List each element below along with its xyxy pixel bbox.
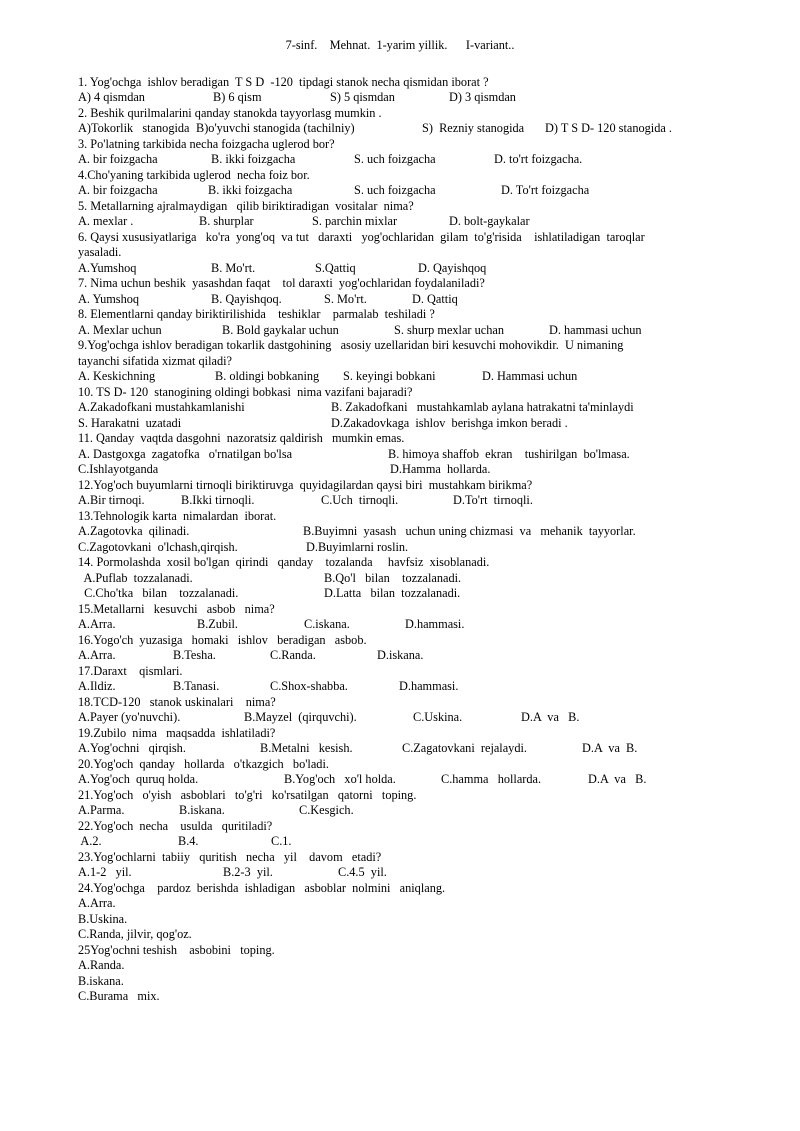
answer-option: S. Mo'rt.: [324, 292, 367, 306]
answer-option: S) 5 qismdan: [330, 90, 395, 104]
text-line: [78, 509, 738, 524]
answer-option: A.Zagotovka qilinadi.: [78, 524, 190, 538]
text-line: [78, 819, 738, 834]
answer-option: D. To'rt foizgacha: [501, 183, 590, 197]
answer-option: B.Ikki tirnoqli.: [181, 493, 255, 507]
line-text: 22.Yog'och necha usulda quritiladi?: [78, 819, 273, 833]
text-line: [78, 896, 738, 911]
answer-options-line: [78, 121, 738, 136]
answer-option: B. Mo'rt.: [211, 261, 256, 275]
answer-option: B. ikki foizgacha: [208, 183, 293, 197]
answer-option: A.Yumshoq: [78, 261, 137, 275]
answer-option: S. Harakatni uzatadi: [78, 416, 182, 430]
answer-option: B.Yog'och xo'l holda.: [284, 772, 396, 786]
answer-options-line: [78, 524, 738, 539]
answer-option: D) 3 qismdan: [449, 90, 516, 104]
answer-option: A. bir foizgacha: [78, 183, 158, 197]
line-text: 16.Yogo'ch yuzasiga homaki ishlov beradigan asbob.: [78, 633, 367, 647]
answer-option: D.A va B.: [521, 710, 580, 724]
answer-options-line: [78, 772, 738, 787]
answer-option: D. Hammasi uchun: [482, 369, 578, 383]
text-line: [78, 664, 738, 679]
answer-options-line: [78, 834, 738, 849]
answer-options-line: [78, 493, 738, 508]
answer-option: D.A va B.: [582, 741, 638, 755]
answer-options-line: [78, 416, 738, 431]
answer-option: D.hammasi.: [405, 617, 465, 631]
line-text: 7. Nima uchun beshik yasashdan faqat tol daraxti yog'ochlaridan foydalaniladi?: [78, 276, 485, 290]
answer-option: B. oldingi bobkaning: [215, 369, 320, 383]
answer-option: C.Ishlayotganda: [78, 462, 159, 476]
line-text: 18.TCD-120 stanok uskinalari nima?: [78, 695, 276, 709]
answer-option: D. to'rt foizgacha.: [494, 152, 583, 166]
answer-option: C.hamma hollarda.: [441, 772, 542, 786]
text-line: [78, 726, 738, 741]
text-line: [78, 106, 738, 121]
answer-option: B.Buyimni yasash uchun uning chizmasi va mehanik tayyorlar.: [303, 524, 636, 538]
answer-option: C.Shox-shabba.: [270, 679, 348, 693]
text-line: [78, 478, 738, 493]
line-text: 11. Qanday vaqtda dasgohni nazoratsiz qaldirish mumkin emas.: [78, 431, 405, 445]
answer-option: B.Tesha.: [173, 648, 216, 662]
line-text: 8. Elementlarni qanday biriktirilishida teshiklar parmalab teshiladi ?: [78, 307, 435, 321]
text-line: [78, 943, 738, 958]
line-text: 24.Yog'ochga pardoz berishda ishladigan asboblar nolmini aniqlang.: [78, 881, 446, 895]
text-line: [78, 199, 738, 214]
answer-option: C.Randa.: [270, 648, 316, 662]
answer-options-line: [78, 400, 738, 415]
answer-option: B.Metalni kesish.: [260, 741, 353, 755]
answer-option: S. uch foizgacha: [354, 183, 436, 197]
text-line: [78, 385, 738, 400]
answer-options-line: [78, 152, 738, 167]
line-text: 17.Daraxt qismlari.: [78, 664, 183, 678]
line-text: 13.Tehnologik karta nimalardan iborat.: [78, 509, 277, 523]
answer-option: D. hammasi uchun: [549, 323, 642, 337]
answer-option: C.4.5 yil.: [338, 865, 387, 879]
text-line: [78, 137, 738, 152]
text-line: [78, 230, 738, 245]
answer-option: D.A va B.: [588, 772, 647, 786]
line-text: 6. Qaysi xususiyatlariga ko'ra yong'oq va tut daraxti yog'ochlaridan gilam to'g'risida ishlatiladigan taroqlar: [78, 230, 645, 244]
line-text: 21.Yog'och o'yish asboblari to'g'ri ko'rsatilgan qatorni toping.: [78, 788, 417, 802]
line-text: 19.Zubilo nima maqsadda ishlatiladi?: [78, 726, 276, 740]
answer-option: D.Buyimlarni roslin.: [306, 540, 409, 554]
text-line: [78, 788, 738, 803]
answer-option: B. Qayishqoq.: [211, 292, 282, 306]
answer-option: A.Puflab tozzalanadi.: [78, 571, 193, 585]
answer-option: S.Qattiq: [315, 261, 356, 275]
line-text: 25Yog'ochni teshish asbobini toping.: [78, 943, 275, 957]
line-text: 3. Po'latning tarkibida necha foizgacha uglerod bor?: [78, 137, 335, 151]
answer-option: D) T S D- 120 stanogida .: [545, 121, 672, 135]
answer-option: D.To'rt tirnoqli.: [453, 493, 533, 507]
answer-options-line: [78, 679, 738, 694]
answer-option: D. Qattiq: [412, 292, 458, 306]
text-line: [78, 245, 738, 260]
answer-options-line: [78, 323, 738, 338]
text-line: [78, 989, 738, 1004]
answer-options-line: [78, 261, 738, 276]
answer-option: C.Zagotovkani o'lchash,qirqish.: [78, 540, 238, 554]
answer-option: B. ikki foizgacha: [211, 152, 296, 166]
text-line: [78, 338, 738, 353]
answer-options-line: [78, 462, 738, 477]
answer-option: B.4.: [178, 834, 199, 848]
text-line: [78, 633, 738, 648]
answer-options-line: [78, 617, 738, 632]
text-line: [78, 431, 738, 446]
line-text: 9.Yog'ochga ishlov beradigan tokarlik dastgohining asosiy uzellaridan biri kesuvchi mohovikdir. U nimaning: [78, 338, 624, 352]
answer-options-line: [78, 571, 738, 586]
answer-option: D.hammasi.: [399, 679, 459, 693]
answer-option: A. bir foizgacha: [78, 152, 158, 166]
answer-option: C.iskana.: [304, 617, 350, 631]
text-line: [78, 850, 738, 865]
line-text: 4.Cho'yaning tarkibida uglerod necha foiz bor.: [78, 168, 310, 182]
answer-option: A.Parma.: [78, 803, 125, 817]
answer-option: A)Tokorlik stanogida: [78, 121, 190, 135]
answer-option: A.Bir tirnoqi.: [78, 493, 145, 507]
answer-option: C.1.: [271, 834, 292, 848]
text-line: [78, 354, 738, 369]
answer-options-line: [78, 865, 738, 880]
answer-option: C.Cho'tka bilan tozzalanadi.: [78, 586, 239, 600]
answer-option: A. Keskichning: [78, 369, 156, 383]
line-text: 2. Beshik qurilmalarini qanday stanokda tayyorlasg mumkin .: [78, 106, 382, 120]
answer-options-line: [78, 447, 738, 462]
text-line: [78, 75, 738, 90]
line-text: 15.Metallarni kesuvchi asbob nima?: [78, 602, 275, 616]
answer-options-line: [78, 214, 738, 229]
answer-option: A.2.: [78, 834, 102, 848]
answer-options-line: [78, 741, 738, 756]
answer-option: B. Zakadofkani mustahkamlab aylana hatrakatni ta'minlaydi: [331, 400, 634, 414]
answer-option: D.Latta bilan tozzalanadi.: [324, 586, 461, 600]
text-line: [78, 168, 738, 183]
text-line: [78, 555, 738, 570]
line-text: 5. Metallarning ajralmaydigan qilib biriktiradigan vositalar nima?: [78, 199, 414, 213]
answer-option: D. bolt-gaykalar: [449, 214, 530, 228]
answer-option: D.Zakadovkaga ishlov berishga imkon beradi .: [331, 416, 568, 430]
answer-option: A. Mexlar uchun: [78, 323, 162, 337]
line-text: yasaladi.: [78, 245, 122, 259]
text-line: [78, 276, 738, 291]
answer-option: D.iskana.: [377, 648, 424, 662]
answer-option: A) 4 qismdan: [78, 90, 145, 104]
answer-options-line: [78, 369, 738, 384]
answer-option: B.Tanasi.: [173, 679, 220, 693]
answer-options-line: [78, 183, 738, 198]
answer-option: B.Qo'l bilan tozzalanadi.: [324, 571, 462, 585]
text-line: [78, 912, 738, 927]
answer-option: A.Zakadofkani mustahkamlanishi: [78, 400, 245, 414]
answer-options-line: [78, 648, 738, 663]
answer-option: C.Zagatovkani rejalaydi.: [402, 741, 527, 755]
text-line: [78, 757, 738, 772]
answer-option: S. uch foizgacha: [354, 152, 436, 166]
line-text: 12.Yog'och buyumlarni tirnoqli biriktiruvga quyidagilardan qaysi biri mustahkam birikma?: [78, 478, 533, 492]
answer-option: B)o'yuvchi stanogida (tachilniy): [196, 121, 355, 135]
answer-options-line: [78, 586, 738, 601]
answer-option: A.Yog'ochni qirqish.: [78, 741, 186, 755]
answer-option: C.Kesgich.: [299, 803, 354, 817]
answer-option: B. shurplar: [199, 214, 254, 228]
answer-option: A.Arra.: [78, 648, 116, 662]
answer-options-line: [78, 90, 738, 105]
answer-options-line: [78, 292, 738, 307]
answer-options-line: [78, 540, 738, 555]
line-text: 20.Yog'och qanday hollarda o'tkazgich bo'ladi.: [78, 757, 329, 771]
answer-option: B.Mayzel (qirquvchi).: [244, 710, 357, 724]
answer-option: B.iskana.: [179, 803, 225, 817]
text-line: [78, 881, 738, 896]
answer-option: A.1-2 yil.: [78, 865, 132, 879]
line-text: B.Uskina.: [78, 912, 128, 926]
answer-option: B. Bold gaykalar uchun: [222, 323, 339, 337]
line-text: tayanchi sifatida xizmat qiladi?: [78, 354, 232, 368]
answer-option: B.2-3 yil.: [223, 865, 273, 879]
answer-option: S) Rezniy stanogida: [422, 121, 525, 135]
line-text: 23.Yog'ochlarni tabiiy quritish necha yil davom etadi?: [78, 850, 382, 864]
answer-options-line: [78, 710, 738, 725]
answer-option: A. Yumshoq: [78, 292, 140, 306]
line-text: 14. Pormolashda xosil bo'lgan qirindi qanday tozalanda havfsiz xisoblanadi.: [78, 555, 490, 569]
text-line: [78, 974, 738, 989]
answer-option: A.Payer (yo'nuvchi).: [78, 710, 181, 724]
answer-option: B) 6 qism: [213, 90, 262, 104]
line-text: 1. Yog'ochga ishlov beradigan T S D -120 tipdagi stanok necha qismidan iborat ?: [78, 75, 489, 89]
answer-option: A.Arra.: [78, 617, 116, 631]
answer-option: A.Yog'och quruq holda.: [78, 772, 199, 786]
answer-option: A.Ildiz.: [78, 679, 116, 693]
answer-option: A. mexlar .: [78, 214, 134, 228]
answer-option: D.Hamma hollarda.: [390, 462, 491, 476]
text-line: [78, 307, 738, 322]
answer-option: C.Uch tirnoqli.: [321, 493, 399, 507]
text-line: [78, 958, 738, 973]
answer-option: C.Uskina.: [413, 710, 463, 724]
answer-option: B.Zubil.: [197, 617, 238, 631]
text-line: [78, 927, 738, 942]
line-text: A.Arra.: [78, 896, 116, 910]
answer-option: S. shurp mexlar uchan: [394, 323, 504, 337]
line-text: 10. TS D- 120 stanogining oldingi bobkasi nima vazifani bajaradi?: [78, 385, 413, 399]
line-text: C.Burama mix.: [78, 989, 160, 1003]
answer-option: S. parchin mixlar: [312, 214, 398, 228]
text-line: [78, 695, 738, 710]
answer-option: D. Qayishqoq: [418, 261, 487, 275]
text-line: [78, 602, 738, 617]
page-title: 7-sinf. Mehnat. 1-yarim yillik. I-variant..: [285, 38, 515, 52]
answer-options-line: [78, 803, 738, 818]
answer-option: B. himoya shaffob ekran tushirilgan bo'lmasa.: [388, 447, 630, 461]
answer-option: S. keyingi bobkani: [343, 369, 436, 383]
line-text: A.Randa.: [78, 958, 125, 972]
line-text: C.Randa, jilvir, qog'oz.: [78, 927, 192, 941]
answer-option: A. Dastgoxga zagatofka o'rnatilgan bo'lsa: [78, 447, 293, 461]
line-text: B.iskana.: [78, 974, 124, 988]
